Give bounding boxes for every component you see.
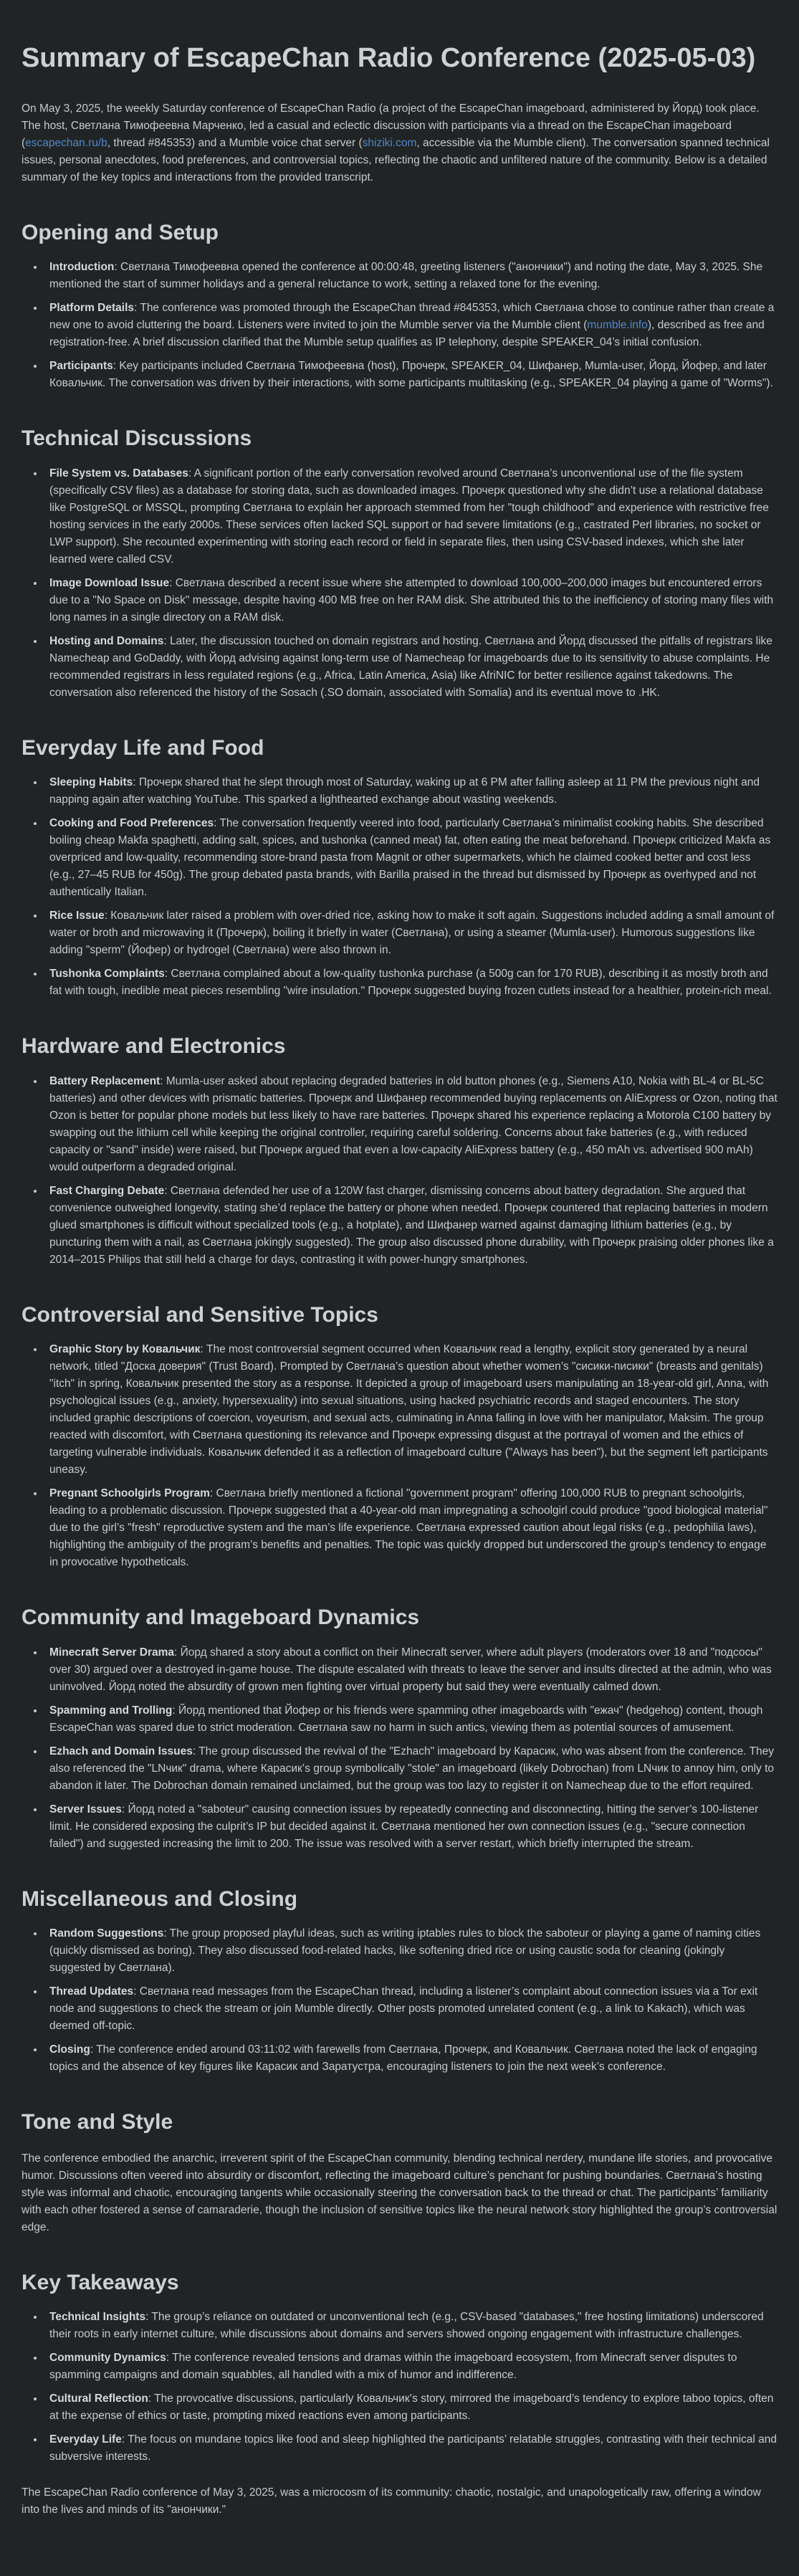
bullet-label: Participants (49, 360, 113, 372)
bullet-label: Thread Updates (49, 1985, 134, 1998)
bullet-label: Sleeping Habits (49, 776, 133, 788)
section-heading-opening-and-setup: Opening and Setup (21, 220, 219, 244)
bullet-label: Image Download Issue (49, 576, 170, 589)
bullet-label: Pregnant Schoolgirls Program (49, 1487, 210, 1499)
bullet-label: Cultural Reflection (49, 2393, 148, 2405)
bullet-label: Server Issues (49, 1803, 122, 1816)
bullet-label: Fast Charging Debate (49, 1184, 165, 1197)
page-title: Summary of EscapeChan Radio Conference (2025-05-03) (21, 43, 756, 73)
bullet-label: Random Suggestions (49, 1927, 164, 1940)
section-heading-miscellaneous-and-closing: Miscellaneous and Closing (21, 1886, 298, 1911)
bullet-list (21, 1341, 778, 1571)
list-item: • Tushonka Complaints: Светлана complained about a low-quality tushonka purchase (a 500g can for 170 RUB), describing it as mostly broth and fat with tough, inedible meat pieces resembling "wire insulation." Прочерк suggested buying frozen cutlets instead for a healthier, protein-rich meal. (44, 965, 778, 1000)
bullet-label: Rice Issue (49, 910, 105, 922)
section-tone-and-style (21, 2109, 778, 2236)
inline-link[interactable]: shiziki.com (362, 136, 417, 149)
bullet-label: Closing (49, 2043, 90, 2056)
section-opening-and-setup (21, 219, 778, 393)
section-technical-discussions (21, 425, 778, 702)
section-paragraph: The conference embodied the anarchic, irreverent spirit of the EscapeChan community, blending technical nerdery, mundane life stories, and provocative humor. Discussions often veered into absurdity or discomfort, reflecting the imageboard culture’s penchant for pushing boundaries. Светлана’s hosting style was informal and chaotic, encouraging tangents while occasionally steering the conversation back to the thread or chat. The participants’ familiarity with each other fostered a sense of camaraderie, though the inclusion of sensitive topics like the neural network story highlighted the group’s controversial edge. (21, 2152, 778, 2233)
list-item: • Platform Details: The conference was promoted through the EscapeChan thread #845353, which Светлана chose to continue rather than create a new one to avoid cluttering the board. Listeners were invited to join the Mumble server via the Mumble client (mumble.info), described as free and registration-free. A brief discussion clarified that the Mumble setup qualifies as IP telephony, despite SPEAKER_04’s initial confusion. (44, 300, 778, 351)
bullet-label: Battery Replacement (49, 1074, 161, 1087)
list-item: • Cooking and Food Preferences: The conversation frequently veered into food, particularly Светлана’s minimalist cooking habits. She described boiling cheap Makfa spaghetti, adding salt, spices, and tushonka (canned meat) fat, often eating the meat beforehand. Прочерк criticized Makfa as overpriced and low-quality, recommending store-brand pasta from Magnit or other supermarkets, which he claimed cooked better and cost less (e.g., 27–45 RUB for 450g). The group debated pasta brands, with Barilla praised in the thread but dismissed by Прочерк as overhyped and not authentically Italian. (44, 815, 778, 901)
inline-link[interactable]: mumble.info (587, 319, 648, 331)
section-heading-tone-and-style: Tone and Style (21, 2110, 173, 2134)
bullet-list (21, 2309, 778, 2466)
bullet-label: File System vs. Databases (49, 467, 188, 480)
section-controversial-and-sensitive-topics (21, 1302, 778, 1572)
bullet-label: Everyday Life (49, 2433, 122, 2446)
section-hardware-and-electronics (21, 1033, 778, 1269)
list-item: • Community Dynamics: The conference revealed tensions and dramas within the imageboard ecosystem, from Minecraft server disputes to spamming campaigns and domain squabbles, all handled with a mix of humor and indifference. (44, 2350, 778, 2384)
bullet-list (21, 1073, 778, 1269)
list-item: • Thread Updates: Светлана read messages from the EscapeChan thread, including a listener’s complaint about connection issues via a Tor exit node and suggestions to check the stream or join Mumble directly. Other posts promoted unrelated content (e.g., a link to Kakach), which was deemed off-topic. (44, 1983, 778, 2035)
section-key-takeaways (21, 2269, 778, 2466)
list-item: • Minecraft Server Drama: Йорд shared a story about a conflict on their Minecraft server, where adult players (moderators over 18 and "подсосы" over 30) argued over a destroyed in-game house. The dispute escalated with threats to leave the server and insults directed at the admin, who was uninvolved. Йорд noted the absurdity of grown men fighting over virtual property but said they were eventually calmed down. (44, 1644, 778, 1696)
section-heading-everyday-life-and-food: Everyday Life and Food (21, 735, 264, 760)
list-item: • Participants: Key participants included Светлана Тимофеевна (host), Прочерк, SPEAKER_04, Шифанер, Mumla-user, Йорд, Йофер, and later Ковальчик. The conversation was driven by their interactions, with some participants multitasking (e.g., SPEAKER_04 playing a game of "Worms"). (44, 358, 778, 392)
bullet-label: Minecraft Server Drama (49, 1646, 175, 1659)
list-item: • Pregnant Schoolgirls Program: Светлана briefly mentioned a fictional "government program" offering 100,000 RUB to pregnant schoolgirls, leading to a problematic discussion. Прочерк suggested that a 40-year-old man impregnating a schoolgirl could produce "good biological material" due to the girl’s "fresh" reproductive system and the man’s life experience. Светлана expressed caution about legal risks (e.g., pedophilia laws), highlighting the ambiguity of the program’s benefits and penalties. The topic was quickly dropped but underscored the group’s tendency to engage in provocative hypotheticals. (44, 1485, 778, 1571)
list-item: • Introduction: Светлана Тимофеевна opened the conference at 00:00:48, greeting listeners ("анончики") and noting the date, May 3, 2025. She mentioned the start of summer holidays and a general reluctance to work, setting a relaxed tone for the evening. (44, 259, 778, 293)
section-heading-controversial-and-sensitive-topics: Controversial and Sensitive Topics (21, 1302, 378, 1327)
closing-paragraph: The EscapeChan Radio conference of May 3, 2025, was a microcosm of its community: chaotic, nostalgic, and unapologetically raw, offering a window into the lives and minds of its "анончики." (21, 2486, 761, 2516)
section-everyday-life-and-food (21, 735, 778, 1001)
section-heading-hardware-and-electronics: Hardware and Electronics (21, 1034, 286, 1058)
list-item: • Image Download Issue: Светлана described a recent issue where she attempted to download 100,000–200,000 images but encountered errors due to a "No Space on Disk" message, despite having 400 MB free on her RAM disk. She attributed this to the inefficiency of storing many files with long names in a single directory on a RAM disk. (44, 575, 778, 626)
bullet-label: Community Dynamics (49, 2352, 166, 2364)
bullet-label: Graphic Story by Ковальчик (49, 1343, 201, 1355)
bullet-label: Introduction (49, 261, 115, 273)
list-item: • Technical Insights: The group’s reliance on outdated or unconventional tech (e.g., CSV-based "databases," free hosting limitations) underscored their roots in early internet culture, while discussions about domains and servers showed ongoing engagement with infrastructure challenges. (44, 2309, 778, 2343)
bullet-label: Technical Insights (49, 2311, 146, 2323)
list-item: • Battery Replacement: Mumla-user asked about replacing degraded batteries in old button phones (e.g., Siemens A10, Nokia with BL-4 or BL-5C batteries) and other devices with prismatic batteries. Прочерк and Шифанер recommended buying replacements on AliExpress or Ozon, noting that Ozon is better for popular phone models but less likely to have rare batteries. Прочерк shared his experience replacing a Motorola C100 battery by swapping out the lithium cell while keeping the original controller, requiring careful soldering. Concerns about fake batteries (e.g., with reduced capacity or "sand" inside) were raised, but Прочерк argued that even a low-capacity AliExpress battery (e.g., 450 mAh vs. advertised 900 mAh) would outperform a degraded original. (44, 1073, 778, 1176)
list-item: • Sleeping Habits: Прочерк shared that he slept through most of Saturday, waking up at 6 PM after falling asleep at 11 PM the previous night and napping again after watching YouTube. This sparked a lighthearted exchange about wasting weekends. (44, 774, 778, 808)
bullet-list (21, 774, 778, 1000)
bullet-label: Cooking and Food Preferences (49, 817, 214, 829)
list-item: • Server Issues: Йорд noted a "saboteur" causing connection issues by repeatedly connecting and disconnecting, hitting the server’s 100-listener limit. He considered exposing the culprit’s IP but decided against it. Светлана mentioned her own connection issues (e.g., "secure connection failed") and suggested increasing the limit to 200. The issue was resolved with a server restart, which briefly interrupted the stream. (44, 1801, 778, 1853)
section-heading-community-and-imageboard-dynamics: Community and Imageboard Dynamics (21, 1606, 420, 1629)
inline-link[interactable]: escapechan.ru/b (25, 136, 107, 149)
list-item: • Ezhach and Domain Issues: The group discussed the revival of the "Ezhach" imageboard by Карасик, who was absent from the conference. They also referenced the "LNчик" drama, where Карасик’s group symbolically "stole" an imageboard (likely Dobrochan) from LNчик to annoy him, only to abandon it later. The Dobrochan domain remained unclaimed, but the group was too lazy to register it on Namecheap due to the effort required. (44, 1743, 778, 1795)
bullet-list (21, 1644, 778, 1853)
bullet-list (21, 465, 778, 702)
list-item: • Closing: The conference ended around 03:11:02 with farewells from Светлана, Прочерк, and Ковальчик. Светлана noted the lack of engaging topics and the absence of key figures like Карасик and Заратустра, encouraging listeners to join the next week’s conference. (44, 2041, 778, 2076)
list-item: • Rice Issue: Ковальчик later raised a problem with over-dried rice, asking how to make it soft again. Suggestions included adding a small amount of water or broth and microwaving it (Прочерк), boiling it briefly in water (Светлана), or using a steamer (Mumla-user). Humorous suggestions like adding "sperm" (Йофер) or hydrogel (Светлана) were also thrown in. (44, 907, 778, 959)
section-heading-technical-discussions: Technical Discussions (21, 426, 252, 450)
bullet-label: Spamming and Trolling (49, 1704, 173, 1717)
list-item: • Everyday Life: The focus on mundane topics like food and sleep highlighted the participants’ relatable struggles, contrasting with their technical and subversive interests. (44, 2431, 778, 2466)
list-item: • Cultural Reflection: The provocative discussions, particularly Ковальчик’s story, mirrored the imageboard’s tendency to explore taboo topics, often at the expense of ethics or taste, prompting mixed reactions even among participants. (44, 2390, 778, 2425)
bullet-list (21, 259, 778, 392)
bullet-label: Hosting and Domains (49, 634, 164, 647)
list-item: • Fast Charging Debate: Светлана defended her use of a 120W fast charger, dismissing concerns about battery degradation. She argued that convenience outweighed longevity, stating she’d replace the battery or phone when needed. Прочерк countered that replacing batteries in modern glued smartphones is difficult without specialized tools (e.g., a hotplate), and Шифанер warned against damaging lithium batteries (e.g., by puncturing them with a nail, as Светлана jokingly suggested). The group also discussed phone durability, with Прочерк praising older phones like a 2014–2015 Philips that still held a charge for days, contrasting it with power-hungry smartphones. (44, 1183, 778, 1269)
intro-paragraph: On May 3, 2025, the weekly Saturday conference of EscapeChan Radio (a project of the EscapeChan imageboard, administered by Йорд) took place. The host, Светлана Тимофеевна Марченко, led a casual and eclectic discussion with participants via a thread on the EscapeChan imageboard (escapechan.ru/b, thread #845353) and a Mumble voice chat server (shiziki.com, accessible via the Mumble client). The conversation spanned technical issues, personal anecdotes, food preferences, and controversial topics, reflecting the chaotic and unfiltered nature of the community. Below is a detailed summary of the key topics and interactions from the provided transcript. (21, 102, 770, 183)
section-community-and-imageboard-dynamics (21, 1604, 778, 1853)
bullet-list (21, 1925, 778, 2076)
list-item: • Random Suggestions: The group proposed playful ideas, such as writing iptables rules to block the saboteur or playing a game of naming cities (quickly dismissed as boring). They also discussed food-related hacks, like softening dried rice or using caustic soda for cleaning (jokingly suggested by Светлана). (44, 1925, 778, 1977)
bullet-label: Tushonka Complaints (49, 968, 165, 980)
section-miscellaneous-and-closing (21, 1886, 778, 2076)
list-item: • File System vs. Databases: A significant portion of the early conversation revolved around Светлана’s unconventional use of the file system (specifically CSV files) as a database for storing data, such as downloaded images. Прочерк questioned why she didn’t use a relational database like PostgreSQL or MSSQL, prompting Светлана to explain her approach stemmed from her "tough childhood" and experience with restrictive free hosting services in the early 2000s. These services often lacked SQL support or had severe limitations (e.g., castrated Perl libraries, no socket or LWP support). She recounted experimenting with storing each record or field in separate files, then using CSV-based indexes, which she later learned were called CSV. (44, 465, 778, 568)
bullet-label: Ezhach and Domain Issues (49, 1745, 193, 1757)
bullet-label: Platform Details (49, 302, 135, 314)
list-item: • Hosting and Domains: Later, the discussion touched on domain registrars and hosting. Светлана and Йорд discussed the pitfalls of registrars like Namecheap and GoDaddy, with Йорд advising against long-term use of Namecheap for imageboards due to its sensitivity to abuse complaints. He recommended registrars in less regulated regions (e.g., Africa, Latin America, Asia) like AfriNIC for better resilience against takedowns. The conversation also referenced the history of the Sosach (.SO domain, associated with Somalia) and its eventual move to .HK. (44, 633, 778, 702)
sections-container (21, 219, 778, 2466)
list-item: • Graphic Story by Ковальчик: The most controversial segment occurred when Ковальчик read a lengthy, explicit story generated by a neural network, titled "Доска доверия" (Trust Board). Prompted by Светлана’s question about whether women’s "сисики-писики" (breasts and genitals) "itch" in spring, Ковальчик presented the story as a response. It depicted a group of imageboard users manipulating an 18-year-old girl, Anna, with psychological issues (e.g., anxiety, hypersexuality) into sexual situations, using hacked psychiatric records and staged encounters. The story included graphic descriptions of coercion, voyeurism, and sexual acts, culminating in Anna falling in love with her manipulator, Maksim. The group reacted with discomfort, with Светлана questioning its relevance and Прочерк expressing disgust at the portrayal of women and the ethics of targeting vulnerable individuals. Ковальчик defended it as a reflection of imageboard culture ("Always has been"), but the segment left participants uneasy. (44, 1341, 778, 1479)
list-item: • Spamming and Trolling: Йорд mentioned that Йофер or his friends were spamming other imageboards with "ежач" (hedgehog) content, though EscapeChan was spared due to strict moderation. Светлана saw no harm in such antics, viewing them as potential sources of amusement. (44, 1702, 778, 1737)
section-heading-key-takeaways: Key Takeaways (21, 2270, 179, 2294)
